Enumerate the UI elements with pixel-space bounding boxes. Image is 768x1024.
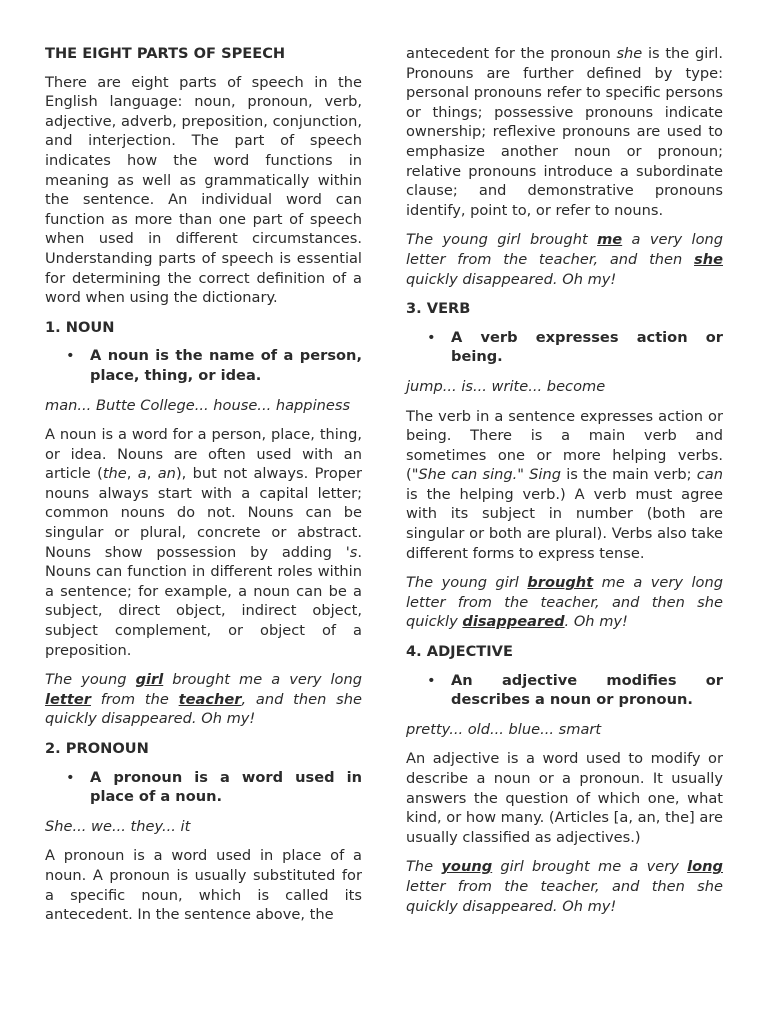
- sentence-text: , and then she quickly disappeared. Oh my!: [45, 690, 363, 728]
- verb-body-paragraph: [406, 407, 723, 564]
- highlight-me: me: [597, 231, 623, 249]
- highlight-long: long: [687, 858, 723, 876]
- article-a: a: [137, 465, 147, 483]
- comma: ,: [126, 465, 138, 483]
- sentence-text: The young girl brought: [406, 231, 598, 249]
- noun-body-paragraph: [45, 425, 362, 660]
- noun-body-text-3: . Nouns can function in different roles within a sentence; for example, a noun can be a subject, direct object, indirect object, subject complement, or object of a preposition.: [45, 543, 362, 659]
- sentence-text: The young: [45, 671, 136, 689]
- sentence-text: from the: [90, 690, 179, 708]
- pronoun-body-paragraph-cont: [406, 44, 723, 220]
- adjective-definition-list: [406, 671, 723, 710]
- verb-body-text-2: ": [517, 466, 530, 484]
- pronoun-body-text-2: is the girl. Pronouns are further defined by type: personal pronouns refer to specific persons or things; possessive pronouns indicate ownership; reflexive pronouns are used to emphasize another noun or pronoun; relative pronouns introduce a subordinate clause; and demonstrative pronouns identify, point to, or refer to nouns.: [406, 45, 723, 219]
- noun-definition-list: [45, 346, 362, 385]
- intro-paragraph: There are eight parts of speech in the English language: noun, pronoun, verb, adjective, adverb, preposition, conjunction, and interjection. The part of speech indicates how the word functions in meaning as well as grammatically within the sentence. An individual word can function as more than one part of speech when used in different circumstances. Understanding parts of speech is essential for determining the correct definition of a word when using the dictionary.: [45, 73, 362, 307]
- verb-sing: Sing: [529, 466, 562, 484]
- sentence-text: . Oh my!: [564, 613, 628, 631]
- verb-definition: • A verb expresses action or being.: [451, 328, 723, 367]
- highlight-girl: girl: [135, 671, 164, 689]
- highlight-letter: letter: [45, 690, 91, 708]
- verb-body-text-4: is the helping verb.) A verb must agree with its subject in number (both are singular or both are plural). Verbs also take different forms to express tense.: [406, 485, 723, 562]
- adjective-body-paragraph: An adjective is a word used to modify or describe a noun or a pronoun. It usually answers the question of which one, what kind, or how many. (Articles [a, an, the] are usually classified as adjectives.): [406, 750, 723, 846]
- highlight-she: she: [694, 250, 723, 268]
- sentence-text: me a very long letter from the teacher, and then she quickly: [406, 574, 723, 631]
- sentence-text: letter from the teacher, and then she quickly disappeared. Oh my!: [406, 877, 723, 915]
- verb-example-sentence: [406, 573, 723, 632]
- sentence-text: brought me a very long: [163, 671, 362, 689]
- pronoun-examples: She... we... they... it: [45, 817, 191, 835]
- noun-examples: man... Butte College... house... happiness: [45, 396, 351, 414]
- possessive-s: s: [349, 543, 358, 561]
- noun-body-text-2: ), but not always. Proper nouns always start with a capital letter; common nouns do not. Nouns can be singular or plural, concrete or abstract. Nouns show possession by adding ': [45, 465, 362, 561]
- highlight-young: young: [441, 858, 493, 876]
- sentence-text: The: [406, 858, 442, 876]
- pronoun-definition-list: [45, 768, 362, 807]
- noun-heading: 1. NOUN: [45, 318, 115, 336]
- comma: ,: [146, 465, 158, 483]
- pronoun-heading: 2. PRONOUN: [45, 740, 149, 757]
- article-the: the: [102, 465, 127, 483]
- verb-examples: jump... is... write... become: [406, 377, 606, 395]
- adjective-definition: • An adjective modifies or describes a noun or pronoun.: [451, 671, 723, 710]
- verb-body-text-1: The verb in a sentence expresses action or being. There is a main verb and sometimes one or more helping verbs. (": [406, 407, 723, 484]
- highlight-teacher: teacher: [178, 690, 242, 708]
- verb-body-text-3: is the main verb;: [561, 466, 697, 484]
- noun-example-sentence: [45, 670, 362, 729]
- pronoun-body-paragraph-start: A pronoun is a word used in place of a noun. A pronoun is usually substituted for a specific noun, which is called its antecedent. In the sentence above, the: [45, 847, 362, 924]
- noun-definition: • A noun is the name of a person, place, thing, or idea.: [90, 346, 362, 385]
- left-column: [45, 44, 362, 935]
- verb-heading: 3. VERB: [406, 300, 471, 318]
- right-column: [406, 44, 723, 926]
- verb-example-quote: She can sing.: [418, 466, 518, 484]
- highlight-brought: brought: [527, 574, 594, 592]
- adjective-heading: 4. ADJECTIVE: [406, 643, 513, 661]
- document-title: THE EIGHT PARTS OF SPEECH: [45, 45, 286, 62]
- adjective-example-sentence: [406, 857, 723, 916]
- pronoun-definition: • A pronoun is a word used in place of a noun.: [90, 768, 362, 807]
- noun-body-text-1: A noun is a word for a person, place, thing, or idea. Nouns are often used with an article (: [45, 426, 362, 483]
- article-an: an: [157, 465, 176, 483]
- verb-can: can: [696, 466, 723, 484]
- sentence-text: quickly disappeared. Oh my!: [406, 270, 617, 288]
- verb-definition-list: [406, 328, 723, 367]
- highlight-disappeared: disappeared: [462, 613, 565, 631]
- adjective-examples: pretty... old... blue... smart: [406, 720, 602, 738]
- sentence-text: a very long letter from the teacher, and then: [406, 231, 724, 268]
- sentence-text: girl brought me a very: [492, 858, 688, 876]
- pronoun-body-text-1: antecedent for the pronoun: [406, 45, 617, 62]
- sentence-text: The young girl: [406, 574, 528, 592]
- pronoun-she: she: [616, 45, 643, 62]
- pronoun-example-sentence: [406, 230, 723, 289]
